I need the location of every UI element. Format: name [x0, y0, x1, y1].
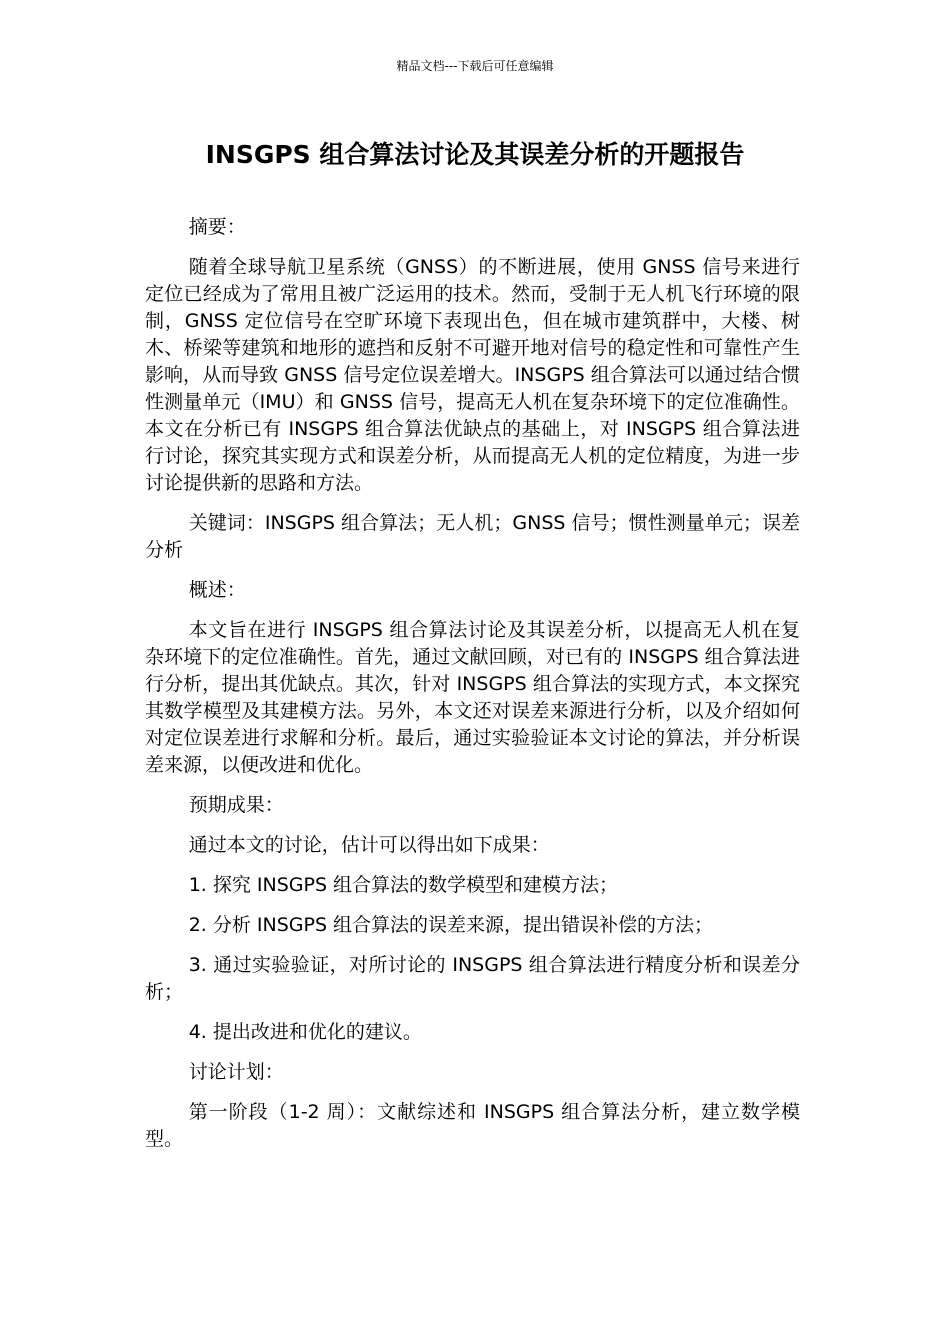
document-body [145, 214, 800, 1166]
overview-paragraph: 本文旨在进行 INSGPS 组合算法讨论及其误差分析，以提高无人机在复杂环境下的定位准确性。首先，通过文献回顾，对已有的 INSGPS 组合算法进行分析，提出其优缺点。其次，针对 INSGPS 组合算法的实现方式，本文探究其数学模型及其建模方法。另外，本文还对误差来源进行分析，以及介绍如何对定位误差进行求解和分析。最后，通过实验验证本文讨论的算法，并分析误差来源，以便改进和优化。 [145, 619, 800, 776]
section-heading-plan: 讨论计划： [188, 1061, 284, 1083]
result-item: 3. 通过实验验证，对所讨论的 INSGPS 组合算法进行精度分析和误差分析； [145, 954, 800, 1003]
document-title: INSGPS 组合算法讨论及其误差分析的开题报告 [205, 140, 745, 169]
expected-results-intro: 通过本文的讨论，估计可以得出如下成果： [188, 834, 550, 856]
plan-stage-item: 第一阶段（1-2 周）：文献综述和 INSGPS 组合算法分析，建立数学模型。 [145, 1101, 800, 1150]
result-item: 2. 分析 INSGPS 组合算法的误差来源，提出错误补偿的方法； [188, 914, 714, 936]
result-item: 1. 探究 INSGPS 组合算法的数学模型和建模方法； [188, 874, 619, 896]
section-heading-abstract: 摘要： [188, 216, 246, 238]
section-heading-expected-results: 预期成果： [188, 794, 284, 816]
keywords-paragraph: 关键词：INSGPS 组合算法；无人机；GNSS 信号；惯性测量单元；误差分析 [145, 512, 800, 561]
section-heading-overview: 概述： [188, 579, 246, 601]
abstract-paragraph: 随着全球导航卫星系统（GNSS）的不断进展，使用 GNSS 信号来进行定位已经成为了常用且被广泛运用的技术。然而，受制于无人机飞行环境的限制，GNSS 定位信号在空旷环境下表现出色，但在城市建筑群中，大楼、树木、桥梁等建筑和地形的遮挡和反射不可避开地对信号的稳定性和可靠性产生影响，从而导致 GNSS 信号定位误差增大。INSGPS 组合算法可以通过结合惯性测量单元（IMU）和 GNSS 信号，提高无人机在复杂环境下的定位准确性。本文在分析已有 INSGPS 组合算法优缺点的基础上，对 INSGPS 组合算法进行讨论，探究其实现方式和误差分析，从而提高无人机的定位精度，为进一步讨论提供新的思路和方法。 [145, 256, 800, 494]
page-header-note: 精品文档---下载后可任意编辑 [396, 59, 554, 73]
result-item: 4. 提出改进和优化的建议。 [188, 1021, 422, 1043]
